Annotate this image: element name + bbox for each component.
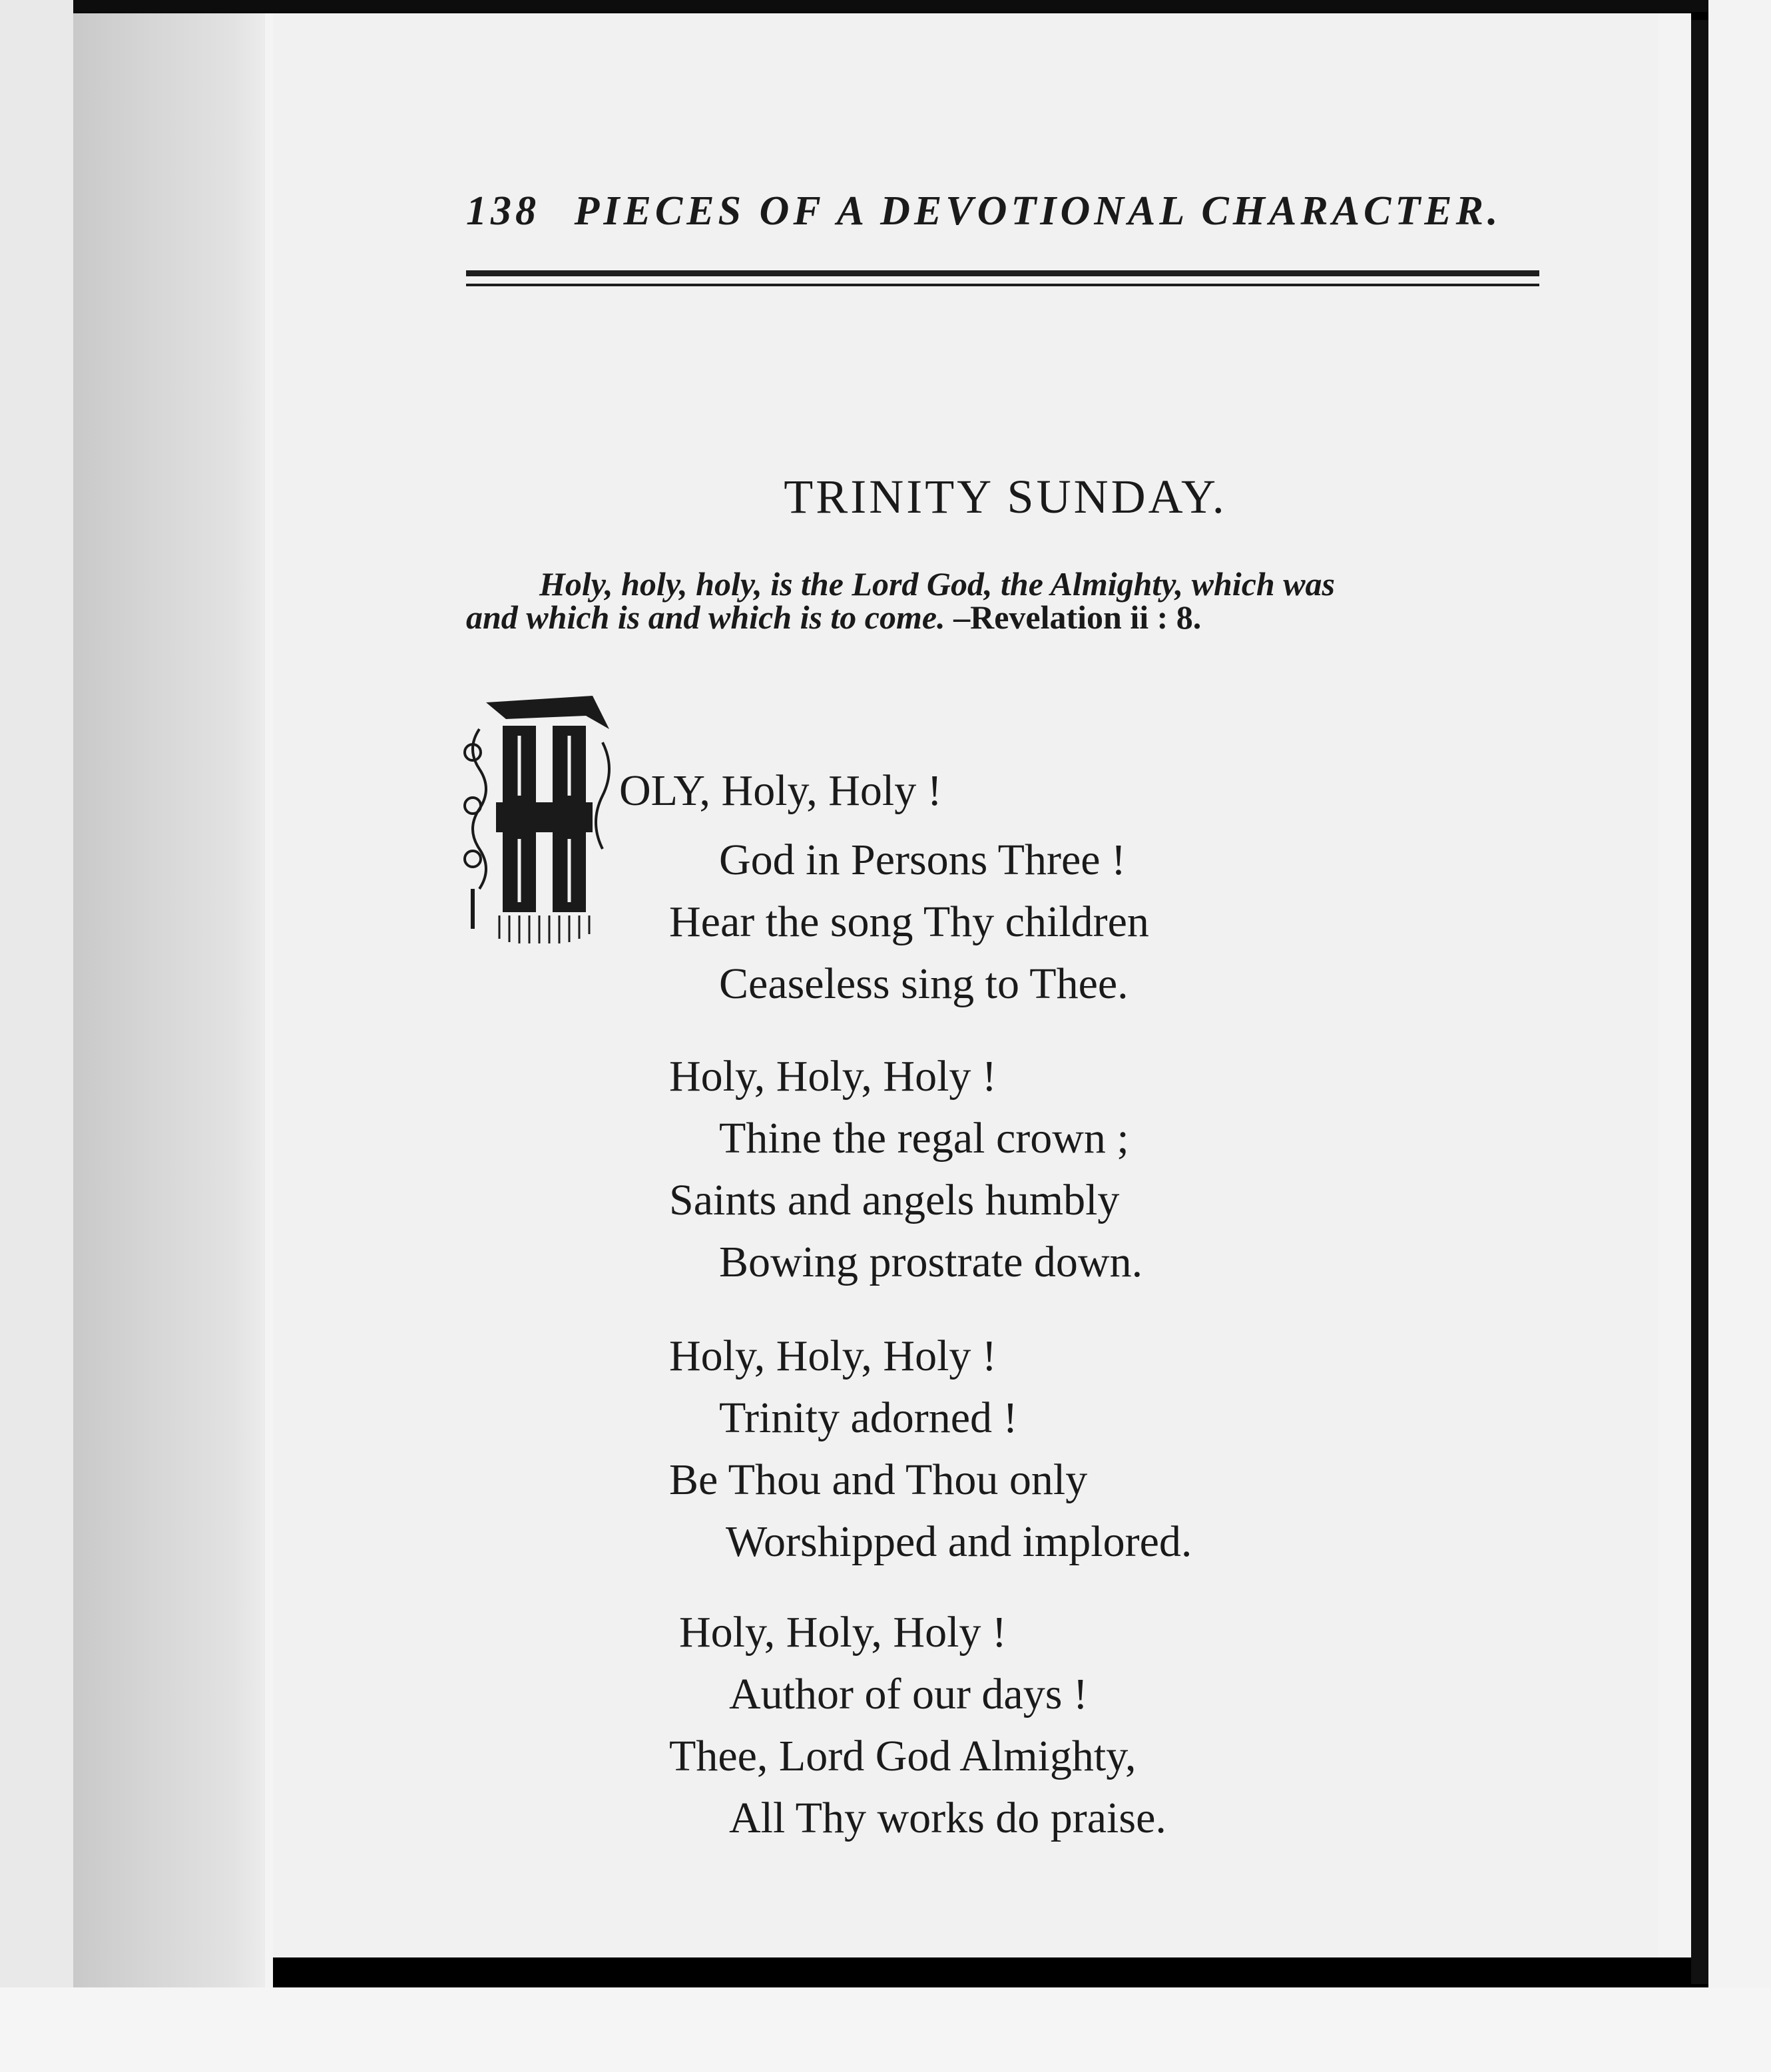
stanza-4-line-2: Author of our days ! (729, 1670, 1088, 1718)
scan-top-edge (0, 0, 1771, 12)
stanza-1-line-3: Hear the song Thy children (669, 898, 1149, 946)
stanza-2-line-2: Thine the regal crown ; (719, 1114, 1129, 1163)
stanza-4-line-1: Holy, Holy, Holy ! (679, 1608, 1007, 1657)
stanza-3-line-1: Holy, Holy, Holy ! (669, 1332, 997, 1380)
facing-page-edge (1691, 20, 1708, 1984)
stanza-3 (669, 1325, 1468, 1573)
stanza-1 (669, 829, 1468, 1015)
stanza-1-line-2: God in Persons Three ! (719, 836, 1127, 884)
stanza-4-line-3: Thee, Lord God Almighty, (669, 1732, 1137, 1780)
scan-right-margin (1708, 0, 1771, 2072)
stanza-3-line-3: Be Thou and Thou only (669, 1455, 1088, 1504)
header-rule (466, 270, 1539, 276)
epigraph-citation: –Revelation ii : 8. (953, 599, 1202, 636)
stanza-1-line-4: Ceaseless sing to Thee. (719, 959, 1129, 1008)
page-stack-edge (73, 13, 273, 2011)
stanza-4-line-4: All Thy works do praise. (729, 1794, 1166, 1842)
stanza-2-line-3: Saints and angels humbly (669, 1176, 1120, 1224)
running-head (466, 188, 1545, 235)
page-title: TRINITY SUNDAY. (784, 470, 1227, 523)
scan-left-margin (0, 0, 73, 2072)
stanza-4 (669, 1601, 1478, 1849)
stanza-2 (669, 1045, 1468, 1293)
epigraph (466, 567, 1558, 634)
scan-bottom-margin (0, 1987, 1771, 2072)
header-rule-thin (466, 284, 1539, 286)
epigraph-line-1: Holy, holy, holy, is the Lord God, the Almighty, which was (539, 565, 1335, 603)
stanza-1-line-1: OLY, Holy, Holy ! (619, 766, 942, 815)
section-title: PIECES OF A DEVOTIONAL CHARACTER. (574, 188, 1502, 234)
stanza-3-line-4: Worshipped and implored. (726, 1517, 1192, 1566)
page-gutter (1658, 13, 1691, 1957)
epigraph-line-2: and which is and which is to come. (466, 599, 945, 636)
page-number: 138 (466, 188, 540, 234)
stanza-2-line-1: Holy, Holy, Holy ! (669, 1052, 997, 1101)
stanza-3-line-2: Trinity adorned ! (719, 1394, 1018, 1442)
ornamental-initial-h (459, 689, 619, 949)
stanza-2-line-4: Bowing prostrate down. (719, 1238, 1143, 1286)
